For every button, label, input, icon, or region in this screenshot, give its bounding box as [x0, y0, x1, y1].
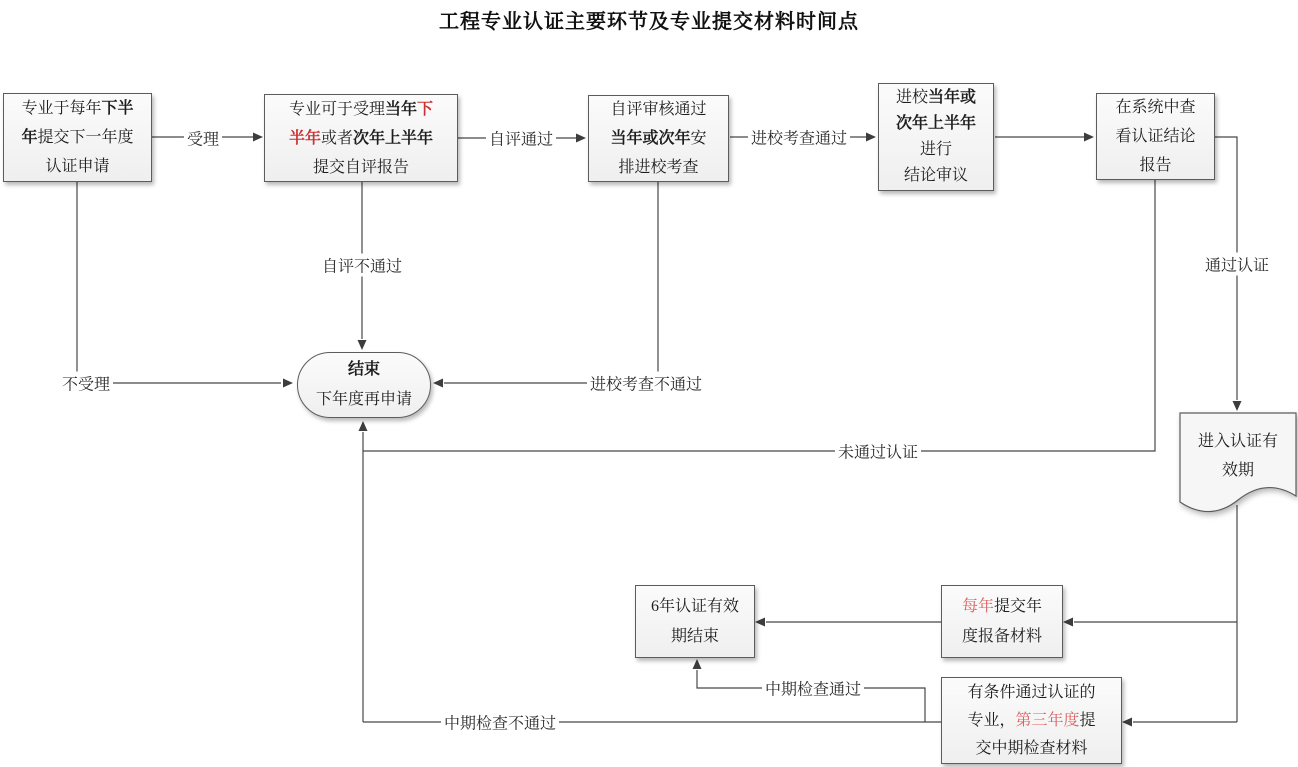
text-seg: 交中期检查材料 — [975, 739, 1088, 757]
text-seg: 提交下一年度 — [37, 129, 134, 146]
text-seg: 认证申请 — [45, 158, 110, 175]
text-line — [879, 85, 993, 111]
node-submit-application — [3, 93, 152, 182]
edge-label-mid-check-pass: 中期检查通过 — [762, 677, 864, 700]
text-seg: 自评审核通过 — [610, 101, 707, 118]
text-seg: 6年认证有效 — [650, 597, 739, 615]
text-seg: 度报备材料 — [961, 627, 1042, 645]
edge-label-site-visit-pass: 进校考查通过 — [748, 126, 850, 149]
text-line — [1182, 427, 1294, 456]
text-seg: 每年 — [961, 597, 994, 615]
edge-label-mid-check-fail: 中期检查不通过 — [441, 711, 559, 734]
text-line — [4, 123, 151, 152]
text-line — [942, 592, 1062, 622]
text-line — [298, 355, 430, 385]
text-line — [879, 163, 993, 189]
text-line — [589, 153, 728, 182]
text-line — [942, 707, 1121, 735]
text-seg: 期结束 — [670, 627, 719, 645]
text-line — [636, 592, 754, 622]
text-seg: 效期 — [1221, 462, 1254, 479]
node-view-result-report — [1096, 93, 1215, 180]
page-title: 工程专业认证主要环节及专业提交材料时间点 — [439, 11, 859, 33]
text-line — [1182, 456, 1294, 485]
text-line — [589, 124, 728, 153]
text-seg: 排进校考查 — [618, 159, 699, 176]
node-conclusion-review — [878, 83, 994, 191]
text-line — [4, 152, 151, 181]
text-line — [1097, 122, 1214, 151]
text-seg: 专业于每年 — [21, 100, 102, 117]
text-line — [942, 679, 1121, 707]
text-seg: 下年度再申请 — [315, 391, 412, 408]
text-seg: 下 — [417, 100, 434, 118]
text-seg: 或者 — [320, 129, 353, 147]
text-seg: 安 — [690, 130, 707, 147]
text-line — [265, 95, 457, 124]
text-seg: 第三年度 — [1015, 711, 1080, 729]
node-site-visit — [588, 95, 729, 182]
text-seg: 有条件通过认证的 — [967, 683, 1096, 701]
edge-label-accepted: 受理 — [184, 127, 222, 150]
text-seg: 专业可于受理 — [288, 100, 385, 118]
text-seg: 年 — [21, 129, 38, 146]
text-seg: 看认证结论 — [1115, 128, 1196, 145]
text-seg: 下半 — [101, 100, 134, 117]
text-seg: 当年或次年 — [610, 130, 691, 147]
text-seg: 当年或 — [928, 89, 977, 106]
text-line — [1097, 93, 1214, 122]
edge-label-self-eval-pass: 自评通过 — [486, 127, 556, 150]
node-annual-report — [941, 585, 1063, 658]
node-end-reapply — [297, 352, 431, 418]
node-validity-period — [1182, 427, 1294, 485]
text-seg: 提交年 — [994, 597, 1043, 615]
node-mid-term-check — [941, 677, 1122, 764]
text-seg: 次年上半年 — [353, 129, 434, 147]
text-line — [942, 735, 1121, 763]
edge-label-rejected: 不受理 — [59, 372, 113, 395]
edge-label-self-eval-fail: 自评不通过 — [319, 254, 405, 277]
text-seg: 进入认证有 — [1197, 433, 1278, 450]
text-line — [1097, 151, 1214, 180]
text-line — [265, 124, 457, 153]
text-line — [298, 385, 430, 415]
text-line — [879, 111, 993, 137]
text-line — [879, 137, 993, 163]
text-seg: 结束 — [347, 361, 380, 378]
edge-label-cert-fail: 未通过认证 — [835, 440, 921, 463]
text-seg: 次年上半年 — [895, 115, 976, 132]
text-line — [4, 94, 151, 123]
text-seg: 半年 — [288, 129, 321, 147]
text-seg: 进校 — [895, 89, 928, 106]
text-line — [942, 622, 1062, 652]
text-seg: 报告 — [1139, 157, 1172, 174]
node-submit-self-report — [264, 94, 458, 182]
text-seg: 提 — [1079, 711, 1096, 729]
text-line — [589, 95, 728, 124]
edge-label-cert-pass: 通过认证 — [1202, 253, 1272, 276]
text-seg: 进行 — [919, 141, 952, 158]
text-seg: 提交自评报告 — [312, 158, 409, 176]
text-seg: 在系统中查 — [1115, 99, 1196, 116]
text-line — [636, 622, 754, 652]
text-seg: 当年 — [384, 100, 417, 118]
edge-label-site-visit-fail: 进校考查不通过 — [587, 372, 705, 395]
text-seg: 结论审议 — [903, 167, 968, 184]
text-seg: 专业， — [967, 711, 1016, 729]
text-line — [265, 153, 457, 182]
node-six-year-end — [635, 585, 755, 658]
